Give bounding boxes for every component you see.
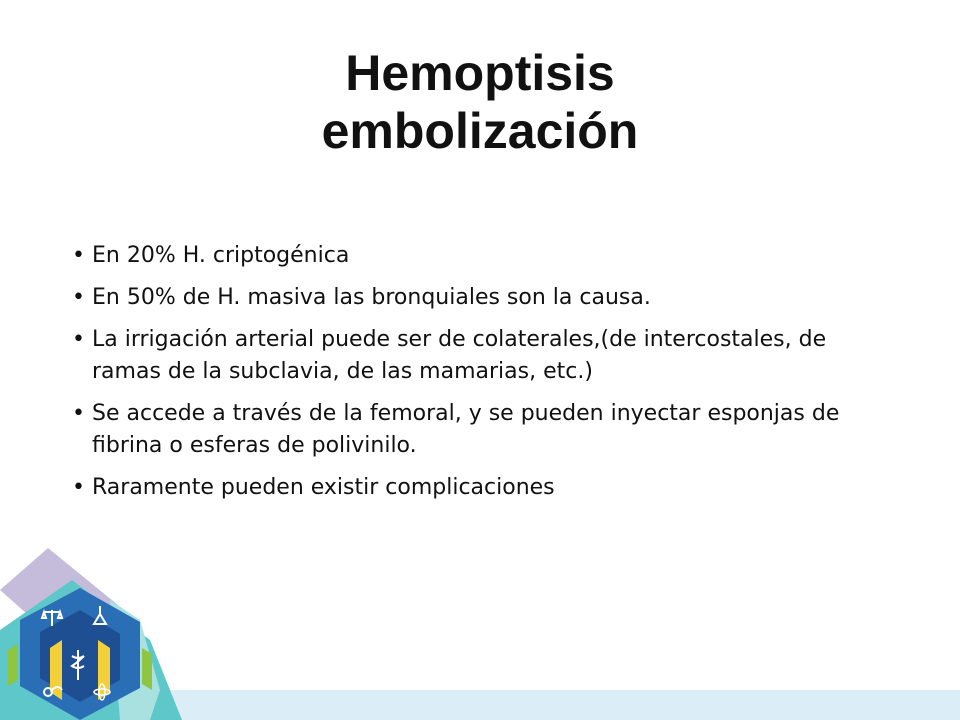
bottom-bar	[150, 690, 960, 720]
yellow-chevron-right	[98, 640, 110, 700]
title-line-1: Hemoptisis	[345, 45, 615, 101]
bullet-item: • En 20% H. criptogénica	[72, 240, 892, 272]
green-accent	[8, 644, 18, 686]
bullet-list	[72, 240, 892, 514]
bullet-item: • Raramente pueden existir complicaciones	[72, 472, 892, 504]
bullet-item: • Se accede a través de la femoral, y se pueden inyectar esponjas de fibrina o esferas de polivinilo.	[72, 398, 892, 462]
green-accent-2	[142, 648, 152, 690]
title-line-2: embolización	[321, 103, 639, 159]
slide-title	[0, 44, 960, 160]
bullet-item: • La irrigación arterial puede ser de colaterales,(de intercostales, de ramas de la subclavia, de las mamarias, etc.)	[72, 324, 892, 388]
bullet-item: • En 50% de H. masiva las bronquiales son la causa.	[72, 282, 892, 314]
